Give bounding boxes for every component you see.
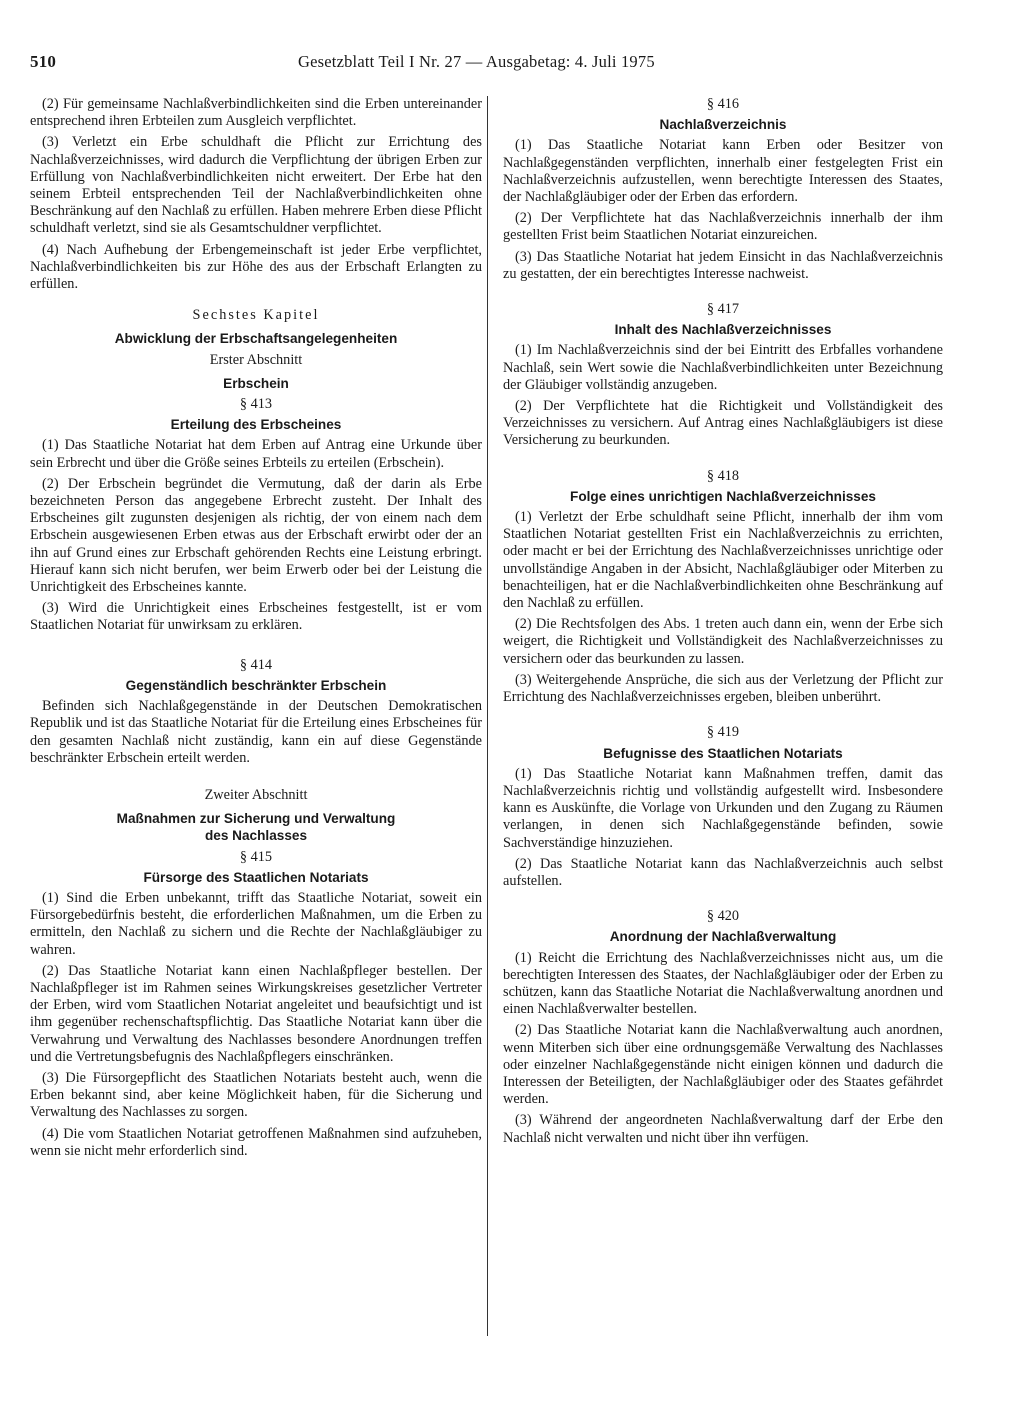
paragraph: (2) Das Staatliche Notariat kann die Nachlaßverwaltung auch anordnen, wenn Miterben sich über eine ordnungsgemäße Verwaltung des Nachlasses oder einzelner Nachlaßgegenstände nicht einigen können und dadurch die Interessen der Beteiligten, der Nachlaßgläubiger oder des Staates gefährdet werden. xyxy=(503,1022,943,1108)
chapter-title: Abwicklung der Erbschaftsangelegenheiten xyxy=(114,331,398,347)
paragraph: (1) Sind die Erben unbekannt, trifft das Staatliche Notariat, soweit ein Fürsorgebedürfnis besteht, die erforderlichen Maßnahmen, um die Erben zu ermitteln, den Nachlaß zu sichern und die Rechte der Nachlaßgläubiger zu wahren. xyxy=(30,889,482,958)
section-heading: Zweiter Abschnitt xyxy=(204,786,308,803)
paragraph-title: Inhalt des Nachlaßverzeichnisses xyxy=(614,322,832,338)
section-title: des Nachlasses xyxy=(204,828,308,844)
section-heading: Erster Abschnitt xyxy=(209,351,303,368)
chapter-heading: Sechstes Kapitel xyxy=(192,307,320,324)
paragraph: (3) Die Fürsorgepflicht des Staatlichen Notariats besteht auch, wenn die Erben bekannt sind, aber keine Möglichkeit haben, für die Sicherung und Verwaltung des Nachlasses zu sorgen. xyxy=(30,1069,482,1121)
paragraph: (1) Das Staatliche Notariat kann Maßnahmen treffen, damit das Nachlaßverzeichnis richtig und vollständig aufgestellt wird. Insbesondere kann es Auskünfte, die Vorlage von Urkunden und den Zugang zu Räumen verlangen, in denen sich Nachlaßgegenstände befinden, sowie Sachverständige hinzuziehen. xyxy=(503,765,943,851)
paragraph-number: § 419 xyxy=(706,724,740,741)
left-column xyxy=(30,96,482,1164)
paragraph: (2) Der Erbschein begründet die Vermutung, daß der darin als Erbe bezeichneten Person das angegebene Erbrecht zusteht. Der Inhalt des Erbscheines gilt zugunsten desjenigen als richtig, der von einem nach dem Erbschein ausgewiesenen Erben etwas aus der Erbschaft erwirbt oder der an ihn auf Grund eines zur Erbschaft gehörenden Rechts eine Leistung erbringt. Hierauf kann sich nicht berufen, wer beim Erwerb oder bei der Leistung die Unrichtigkeit des Erbscheines kannte. xyxy=(30,475,482,596)
page-number: 510 xyxy=(30,52,57,71)
gazette-title: Gesetzblatt Teil I Nr. 27 — Ausgabetag: 4. Juli 1975 xyxy=(298,52,655,71)
paragraph: (3) Während der angeordneten Nachlaßverwaltung darf der Erbe den Nachlaß nicht verwalten und nicht über ihn verfügen. xyxy=(503,1112,943,1146)
section-title: Maßnahmen zur Sicherung und Verwaltung xyxy=(116,811,396,827)
paragraph: (2) Die Rechtsfolgen des Abs. 1 treten auch dann ein, wenn der Erbe sich weigert, die Richtigkeit und Vollständigkeit des Nachlaßverzeichnisses zu versichern oder das beurkunden zu lassen. xyxy=(503,616,943,667)
paragraph-title: Gegenständlich beschränkter Erbschein xyxy=(125,677,387,693)
paragraph: (4) Die vom Staatlichen Notariat getroffenen Maßnahmen sind aufzuheben, wenn sie nicht mehr erforderlich sind. xyxy=(30,1125,482,1159)
paragraph: (4) Nach Aufhebung der Erbengemeinschaft ist jeder Erbe verpflichtet, Nachlaßverbindlichkeiten bis zur Höhe des aus der Erbschaft Erlangten zu erfüllen. xyxy=(30,241,482,293)
paragraph-title: Anordnung der Nachlaßverwaltung xyxy=(609,929,837,945)
paragraph-number: § 420 xyxy=(706,908,740,925)
section-title: Erbschein xyxy=(223,375,289,391)
column-divider xyxy=(487,96,488,1336)
paragraph: (3) Weitergehende Ansprüche, die sich aus der Verletzung der Pflicht zur Errichtung des Nachlaßverzeichnisses ergeben, bleiben unberührt. xyxy=(503,671,943,706)
paragraph-title: Fürsorge des Staatlichen Notariats xyxy=(143,869,369,885)
right-column xyxy=(503,96,943,1151)
paragraph-number: § 416 xyxy=(706,96,740,112)
paragraph: (1) Das Staatliche Notariat kann Erben oder Besitzer von Nachlaßgegenständen verpflichten, innerhalb einer festgelegten Frist ein Nachlaßverzeichnis aufzustellen, wenn berechtigte Interessen des Staates, der Nachlaßgläubiger oder der Erben das erfordern. xyxy=(503,137,943,206)
paragraph: Befinden sich Nachlaßgegenstände in der Deutschen Demokratischen Republik und ist das Staatliche Notariat für die Erteilung eines Erbscheines für den gesamten Nachlaß nicht zuständig, kann ein auf diese Gegenstände beschränkter Erbschein erteilt werden. xyxy=(30,698,482,766)
paragraph-title: Folge eines unrichtigen Nachlaßverzeichnisses xyxy=(570,488,876,504)
paragraph: (2) Der Verpflichtete hat die Richtigkeit und Vollständigkeit des Verzeichnisses zu versichern. Auf Antrag eines Nachlaßgläubigers ist diese Versicherung zu beurkunden. xyxy=(503,398,943,449)
paragraph-number: § 418 xyxy=(706,467,740,484)
paragraph-title: Nachlaßverzeichnis xyxy=(659,117,787,133)
paragraph: (1) Das Staatliche Notariat hat dem Erben auf Antrag eine Urkunde über sein Erbrecht und über die Größe seines Erbteils zu erteilen (Erbschein). xyxy=(30,437,482,471)
paragraph: (3) Wird die Unrichtigkeit eines Erbscheines festgestellt, ist er vom Staatlichen Notariat für unwirksam zu erklären. xyxy=(30,600,482,634)
paragraph: (2) Der Verpflichtete hat das Nachlaßverzeichnis innerhalb der ihm gestellten Frist beim Staatlichen Notariat einzureichen. xyxy=(503,210,943,244)
paragraph: (1) Reicht die Errichtung des Nachlaßverzeichnisses nicht aus, um die berechtigten Interessen des Staates, der Nachlaßgläubiger oder der Erben zu schützen, kann das Staatliche Notariat die Nachlaßverwaltung anordnen und einen Nachlaßverwalter bestellen. xyxy=(503,949,943,1018)
paragraph-title: Erteilung des Erbscheines xyxy=(170,417,342,433)
paragraph: (3) Verletzt ein Erbe schuldhaft die Pflicht zur Errichtung des Nachlaßverzeichnisses, wird dadurch die Verpflichtung der übrigen Erben zur Erfüllung von Nachlaßverbindlichkeiten nicht erweitert. Der Erbe hat den seinem Erbteil entsprechenden Teil der Nachlaßverbindlichkeiten ohne Beschränkung auf den Nachlaß zu erfüllen. Haben mehrere Erben diese Pflicht schuldhaft verletzt, sind sie als Gesamtschuldner verpflichtet. xyxy=(30,134,482,237)
paragraph: (2) Für gemeinsame Nachlaßverbindlichkeiten sind die Erben untereinander entsprechend ihren Erbteilen zum Ausgleich verpflichtet. xyxy=(30,96,482,130)
paragraph: (2) Das Staatliche Notariat kann einen Nachlaßpfleger bestellen. Der Nachlaßpfleger ist im Rahmen seines Wirkungskreises gesetzlicher Vertreter der Erben, wird vom Staatlichen Notariat angeleitet und beaufsichtigt und ist ihm gegenüber rechenschaftspflichtig. Das Staatliche Notariat kann über die Verwahrung und Verwaltung des Nachlasses besondere Anordnungen treffen und die Vertretungsbefugnis des Nachlaßpflegers einschränken. xyxy=(30,962,482,1065)
paragraph: (1) Verletzt der Erbe schuldhaft seine Pflicht, innerhalb der ihm vom Staatlichen Notariat gestellten Frist ein Nachlaßverzeichnis zu errichten, oder macht er bei der Errichtung des Nachlaßverzeichnisses unrichtige oder unvollständige Angaben in der Absicht, Nachlaßgläubiger oder Miterben zu benachteiligen, hat er die Nachlaßverbindlichkeiten ohne Beschränkung auf den Nachlaß zu erfüllen. xyxy=(503,509,943,612)
paragraph-number: § 414 xyxy=(239,656,273,673)
paragraph-number: § 417 xyxy=(706,301,740,318)
paragraph-title: Befugnisse des Staatlichen Notariats xyxy=(603,745,843,761)
paragraph: (1) Im Nachlaßverzeichnis sind der bei Eintritt des Erbfalles vorhandene Nachlaß, sein Wert sowie die Nachlaßverbindlichkeiten unter Bezeichnung der Gläubiger vollständig anzugeben. xyxy=(503,342,943,393)
paragraph-number: § 413 xyxy=(239,396,273,413)
paragraph-number: § 415 xyxy=(239,848,273,865)
paragraph: (2) Das Staatliche Notariat kann das Nachlaßverzeichnis auch selbst aufstellen. xyxy=(503,855,943,889)
paragraph: (3) Das Staatliche Notariat hat jedem Einsicht in das Nachlaßverzeichnis zu gestatten, der ein berechtigtes Interesse nachweist. xyxy=(503,248,943,282)
